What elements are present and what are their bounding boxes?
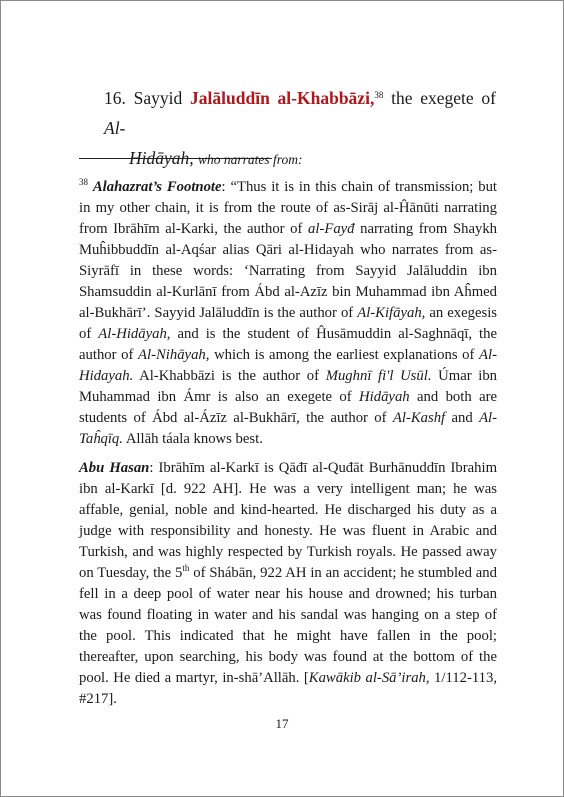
entry-mid-text: the exegete of xyxy=(391,88,497,108)
citation-title: Kawākib al-Sā’irah, xyxy=(308,670,430,686)
page-number: 17 xyxy=(275,716,289,731)
abu-hasan-label: Abu Hasan xyxy=(79,460,150,476)
footnote-text: Úmar ibn Muhammad ibn Ámr is also an exegete of xyxy=(79,368,498,405)
footnote-title: Al-Hidāyah, xyxy=(98,326,171,342)
chain-entry xyxy=(104,83,496,175)
footnote-title: Al-Kashf xyxy=(392,410,446,426)
abu-hasan-text: 1/112-113, #217]. xyxy=(79,670,498,707)
footnote-title: Hidāyah xyxy=(359,389,410,405)
footnote-text: and is the student of Ĥusāmuddin al-Saghnāqī, the author of xyxy=(79,326,497,363)
abu-hasan-paragraph xyxy=(79,458,497,710)
footnote-title: Al-Kifāyah, xyxy=(357,305,426,321)
entry-prefix: Sayyid xyxy=(133,88,183,108)
footnote-reference: 38 xyxy=(374,90,384,100)
footnote-title: Al-Taĥqīq. xyxy=(79,410,498,447)
entry-name: Jalāluddīn al-Khabbāzi, xyxy=(190,88,375,108)
footnote-title: Mughnī fi'l Usūl. xyxy=(325,368,432,384)
footnotes-block xyxy=(79,177,497,718)
ordinal-suffix: th xyxy=(182,563,190,573)
entry-work-b: Hidāyah, xyxy=(129,148,194,168)
footnote-text: and both are students of Ábd al-Ázīz al-Bukhārī, the author of xyxy=(79,389,498,426)
entry-work-a: Al- xyxy=(104,118,126,138)
entry-number: 16. xyxy=(104,88,126,108)
entry-trailer: who narrates from: xyxy=(198,152,303,167)
footnote-text: Allāh táala knows best. xyxy=(125,431,263,447)
footnote-label: Alahazrat’s Footnote xyxy=(92,179,222,195)
footnote-separator xyxy=(79,158,272,159)
footnote-title: Al-Nihāyah, xyxy=(138,347,210,363)
footnote-title: al-Fayđ xyxy=(308,221,355,237)
footnote-title: Al-Hidayah. xyxy=(79,347,497,384)
footnote-text: Al-Khabbāzi is the author of xyxy=(139,368,320,384)
footnote-text: narrating from Shaykh Muĥibbuddīn al-Aqśar alias Qāri al-Hidayah who narrates from as-Siyrāfī in these words: ‘Narrating from Sayyid Jalāluddin ibn Shamsuddin al-Kurlānī from Ábd al-Azīz bin Muhammad ibn Aĥmed al-Bukhārī’. Sayyid Jalāluddīn is the author of xyxy=(79,221,498,321)
footnote-text: which is among the earliest explanations of xyxy=(214,347,475,363)
abu-hasan-text: of Shábān, 922 AH in an accident; he stumbled and fell in a deep pool of water near his house and drowned; his turban was found floating in water and his sandal was hanging on a step of the pool. This indicated that he might have fallen in the pool; thereafter, upon searching, his body was found at the bottom of the pool. He died a martyr, in-shā’Allāh. [ xyxy=(79,565,497,686)
footnote-text: an exegesis of xyxy=(79,305,498,342)
entry-second-line xyxy=(104,143,496,175)
footnote-marker: 38 xyxy=(79,177,88,187)
footnote-paragraph xyxy=(79,177,497,450)
footnote-text: : “Thus it is in this chain of transmission; but in my other chain, it is from the route of as-Sirāj al-Ĥānūti narrating from Ibrāhīm al-Karki, the author of xyxy=(79,179,498,237)
footnote-text: and xyxy=(451,410,473,426)
abu-hasan-text: : Ibrāhīm al-Karkī is Qāđī al-Quđāt Burhānuddīn Ibrahim ibn al-Karkī [d. 922 AH]. He was a very intelligent man; he was affable, genial, noble and kind-hearted. He discharged his duty as a judge with responsibility and honesty. He was fluent in Arabic and Turkish, and was highly respected by Turkish royals. He passed away on Tuesday, the 5 xyxy=(79,460,497,581)
